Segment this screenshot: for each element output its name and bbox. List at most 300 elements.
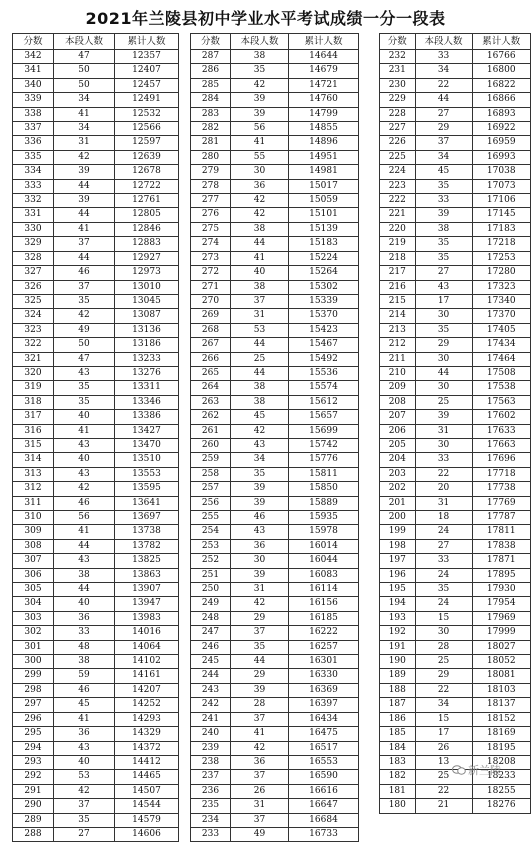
table-row bbox=[380, 727, 531, 741]
cumulative-count-cell: 18208 bbox=[472, 755, 531, 769]
cumulative-count-cell: 16517 bbox=[289, 741, 359, 755]
score-cell: 217 bbox=[380, 266, 416, 280]
segment-count-cell: 37 bbox=[54, 237, 115, 251]
score-cell: 253 bbox=[191, 539, 231, 553]
score-cell: 297 bbox=[13, 698, 54, 712]
score-cell: 195 bbox=[380, 583, 416, 597]
segment-count-cell: 38 bbox=[231, 381, 289, 395]
cumulative-count-cell: 17145 bbox=[472, 208, 531, 222]
segment-count-cell: 37 bbox=[231, 626, 289, 640]
table-row bbox=[13, 597, 179, 611]
segment-count-cell: 29 bbox=[415, 338, 472, 352]
score-cell: 268 bbox=[191, 323, 231, 337]
cumulative-count-cell: 13947 bbox=[115, 597, 179, 611]
score-cell: 327 bbox=[13, 266, 54, 280]
table-row bbox=[380, 179, 531, 193]
table-row bbox=[380, 107, 531, 121]
cumulative-count-cell: 15264 bbox=[289, 266, 359, 280]
cumulative-count-cell: 12973 bbox=[115, 266, 179, 280]
score-cell: 329 bbox=[13, 237, 54, 251]
table-row bbox=[380, 640, 531, 654]
score-cell: 314 bbox=[13, 453, 54, 467]
table-row bbox=[13, 525, 179, 539]
score-cell: 312 bbox=[13, 482, 54, 496]
cumulative-count-cell: 17183 bbox=[472, 222, 531, 236]
cumulative-count-cell: 14951 bbox=[289, 150, 359, 164]
cumulative-count-cell: 17663 bbox=[472, 438, 531, 452]
cumulative-count-cell: 17405 bbox=[472, 323, 531, 337]
table-row bbox=[13, 294, 179, 308]
table-row bbox=[191, 309, 359, 323]
score-cell: 261 bbox=[191, 424, 231, 438]
cumulative-count-cell: 14760 bbox=[289, 93, 359, 107]
segment-count-cell: 34 bbox=[231, 453, 289, 467]
segment-count-cell: 22 bbox=[415, 78, 472, 92]
table-row bbox=[13, 50, 179, 64]
score-cell: 273 bbox=[191, 251, 231, 265]
segment-count-cell: 44 bbox=[231, 655, 289, 669]
score-cell: 270 bbox=[191, 294, 231, 308]
segment-count-cell: 36 bbox=[231, 539, 289, 553]
segment-count-cell: 37 bbox=[54, 799, 115, 813]
cumulative-count-cell: 16766 bbox=[472, 50, 531, 64]
score-cell: 276 bbox=[191, 208, 231, 222]
table-row bbox=[191, 511, 359, 525]
score-cell: 244 bbox=[191, 669, 231, 683]
table-row bbox=[13, 381, 179, 395]
cumulative-count-cell: 15423 bbox=[289, 323, 359, 337]
segment-count-cell: 30 bbox=[415, 438, 472, 452]
table-row bbox=[380, 799, 531, 813]
cumulative-count-cell: 15370 bbox=[289, 309, 359, 323]
score-cell: 300 bbox=[13, 655, 54, 669]
segment-count-cell: 41 bbox=[54, 424, 115, 438]
cumulative-count-cell: 14544 bbox=[115, 799, 179, 813]
cumulative-count-cell: 14064 bbox=[115, 640, 179, 654]
table-row bbox=[191, 381, 359, 395]
table-body bbox=[13, 50, 179, 842]
segment-count-cell: 30 bbox=[231, 554, 289, 568]
table-row bbox=[191, 698, 359, 712]
cumulative-count-cell: 16475 bbox=[289, 727, 359, 741]
table-row bbox=[191, 395, 359, 409]
score-cell: 266 bbox=[191, 352, 231, 366]
segment-count-cell: 44 bbox=[54, 539, 115, 553]
table-row bbox=[380, 554, 531, 568]
score-cell: 215 bbox=[380, 294, 416, 308]
table-row bbox=[13, 352, 179, 366]
cumulative-count-cell: 16553 bbox=[289, 755, 359, 769]
segment-count-cell: 40 bbox=[54, 410, 115, 424]
cumulative-count-cell: 16866 bbox=[472, 93, 531, 107]
segment-count-cell: 46 bbox=[54, 266, 115, 280]
segment-count-cell: 35 bbox=[415, 251, 472, 265]
cumulative-count-cell: 17838 bbox=[472, 539, 531, 553]
table-row bbox=[191, 179, 359, 193]
score-cell: 204 bbox=[380, 453, 416, 467]
score-cell: 299 bbox=[13, 669, 54, 683]
segment-count-cell: 33 bbox=[54, 626, 115, 640]
segment-count-cell: 42 bbox=[231, 194, 289, 208]
score-cell: 194 bbox=[380, 597, 416, 611]
segment-count-cell: 43 bbox=[54, 467, 115, 481]
table-row bbox=[191, 438, 359, 452]
score-cell: 188 bbox=[380, 683, 416, 697]
score-cell: 337 bbox=[13, 122, 54, 136]
cumulative-count-cell: 17434 bbox=[472, 338, 531, 352]
segment-count-cell: 34 bbox=[415, 64, 472, 78]
cumulative-count-cell: 13641 bbox=[115, 496, 179, 510]
score-cell: 228 bbox=[380, 107, 416, 121]
header-score: 分数 bbox=[380, 34, 416, 50]
segment-count-cell: 53 bbox=[231, 323, 289, 337]
cumulative-count-cell: 15811 bbox=[289, 467, 359, 481]
table-row bbox=[191, 799, 359, 813]
score-cell: 269 bbox=[191, 309, 231, 323]
segment-count-cell: 37 bbox=[54, 280, 115, 294]
score-cell: 191 bbox=[380, 640, 416, 654]
segment-count-cell: 38 bbox=[54, 568, 115, 582]
table-row bbox=[13, 669, 179, 683]
score-cell: 298 bbox=[13, 683, 54, 697]
table-row bbox=[13, 208, 179, 222]
score-cell: 342 bbox=[13, 50, 54, 64]
table-row bbox=[380, 222, 531, 236]
cumulative-count-cell: 12491 bbox=[115, 93, 179, 107]
score-cell: 288 bbox=[13, 827, 54, 841]
score-cell: 190 bbox=[380, 655, 416, 669]
segment-count-cell: 45 bbox=[415, 165, 472, 179]
score-cell: 214 bbox=[380, 309, 416, 323]
segment-count-cell: 42 bbox=[231, 597, 289, 611]
score-cell: 304 bbox=[13, 597, 54, 611]
cumulative-count-cell: 15978 bbox=[289, 525, 359, 539]
table-row bbox=[191, 539, 359, 553]
cumulative-count-cell: 15574 bbox=[289, 381, 359, 395]
table-row bbox=[191, 194, 359, 208]
table-row bbox=[13, 237, 179, 251]
segment-count-cell: 25 bbox=[415, 770, 472, 784]
table-row bbox=[191, 741, 359, 755]
cumulative-count-cell: 16301 bbox=[289, 655, 359, 669]
table-row bbox=[191, 424, 359, 438]
cumulative-count-cell: 16893 bbox=[472, 107, 531, 121]
cumulative-count-cell: 18027 bbox=[472, 640, 531, 654]
segment-count-cell: 39 bbox=[231, 93, 289, 107]
cumulative-count-cell: 15492 bbox=[289, 352, 359, 366]
cumulative-count-cell: 16257 bbox=[289, 640, 359, 654]
segment-count-cell: 46 bbox=[54, 683, 115, 697]
score-cell: 333 bbox=[13, 179, 54, 193]
segment-count-cell: 40 bbox=[54, 597, 115, 611]
cumulative-count-cell: 14372 bbox=[115, 741, 179, 755]
segment-count-cell: 47 bbox=[54, 50, 115, 64]
score-cell: 234 bbox=[191, 813, 231, 827]
cumulative-count-cell: 14252 bbox=[115, 698, 179, 712]
header-row bbox=[13, 34, 179, 50]
segment-count-cell: 49 bbox=[231, 827, 289, 841]
table-row bbox=[191, 323, 359, 337]
cumulative-count-cell: 15536 bbox=[289, 366, 359, 380]
segment-count-cell: 22 bbox=[415, 784, 472, 798]
header-score: 分数 bbox=[191, 34, 231, 50]
table-row bbox=[13, 640, 179, 654]
cumulative-count-cell: 14981 bbox=[289, 165, 359, 179]
cumulative-count-cell: 15776 bbox=[289, 453, 359, 467]
table-row bbox=[380, 655, 531, 669]
score-cell: 330 bbox=[13, 222, 54, 236]
table-row bbox=[191, 366, 359, 380]
cumulative-count-cell: 16185 bbox=[289, 611, 359, 625]
cumulative-count-cell: 13907 bbox=[115, 583, 179, 597]
table-row bbox=[191, 554, 359, 568]
segment-count-cell: 36 bbox=[231, 755, 289, 769]
segment-count-cell: 18 bbox=[415, 511, 472, 525]
table-row bbox=[380, 395, 531, 409]
score-cell: 290 bbox=[13, 799, 54, 813]
table-row bbox=[380, 539, 531, 553]
score-cell: 340 bbox=[13, 78, 54, 92]
score-cell: 289 bbox=[13, 813, 54, 827]
segment-count-cell: 44 bbox=[54, 583, 115, 597]
score-cell: 296 bbox=[13, 712, 54, 726]
table-row bbox=[191, 208, 359, 222]
score-cell: 255 bbox=[191, 511, 231, 525]
table-row bbox=[380, 424, 531, 438]
cumulative-count-cell: 13595 bbox=[115, 482, 179, 496]
score-cell: 219 bbox=[380, 237, 416, 251]
score-cell: 324 bbox=[13, 309, 54, 323]
cumulative-count-cell: 15059 bbox=[289, 194, 359, 208]
table-row bbox=[380, 165, 531, 179]
cumulative-count-cell: 17738 bbox=[472, 482, 531, 496]
table-row bbox=[191, 827, 359, 841]
cumulative-count-cell: 13738 bbox=[115, 525, 179, 539]
score-table-3 bbox=[379, 33, 531, 814]
segment-count-cell: 37 bbox=[231, 770, 289, 784]
table-row bbox=[191, 107, 359, 121]
cumulative-count-cell: 17508 bbox=[472, 366, 531, 380]
segment-count-cell: 31 bbox=[54, 136, 115, 150]
table-row bbox=[380, 410, 531, 424]
score-cell: 256 bbox=[191, 496, 231, 510]
segment-count-cell: 24 bbox=[415, 568, 472, 582]
score-cell: 226 bbox=[380, 136, 416, 150]
segment-count-cell: 44 bbox=[415, 366, 472, 380]
score-cell: 252 bbox=[191, 554, 231, 568]
score-cell: 250 bbox=[191, 583, 231, 597]
cumulative-count-cell: 16733 bbox=[289, 827, 359, 841]
score-cell: 182 bbox=[380, 770, 416, 784]
segment-count-cell: 27 bbox=[54, 827, 115, 841]
table-row bbox=[191, 626, 359, 640]
segment-count-cell: 38 bbox=[231, 222, 289, 236]
table-row bbox=[13, 813, 179, 827]
segment-count-cell: 29 bbox=[415, 669, 472, 683]
score-cell: 336 bbox=[13, 136, 54, 150]
table-row bbox=[380, 712, 531, 726]
cumulative-count-cell: 15101 bbox=[289, 208, 359, 222]
score-cell: 229 bbox=[380, 93, 416, 107]
cumulative-count-cell: 16369 bbox=[289, 683, 359, 697]
cumulative-count-cell: 13346 bbox=[115, 395, 179, 409]
table-row bbox=[380, 381, 531, 395]
segment-count-cell: 33 bbox=[415, 50, 472, 64]
table-row bbox=[191, 64, 359, 78]
table-row bbox=[13, 496, 179, 510]
header-score: 分数 bbox=[13, 34, 54, 50]
segment-count-cell: 31 bbox=[231, 309, 289, 323]
table-body bbox=[380, 50, 531, 814]
score-cell: 231 bbox=[380, 64, 416, 78]
header-segment-count: 本段人数 bbox=[231, 34, 289, 50]
cumulative-count-cell: 17871 bbox=[472, 554, 531, 568]
table-row bbox=[191, 78, 359, 92]
segment-count-cell: 35 bbox=[415, 583, 472, 597]
cumulative-count-cell: 16156 bbox=[289, 597, 359, 611]
table-row bbox=[380, 64, 531, 78]
score-cell: 202 bbox=[380, 482, 416, 496]
score-cell: 278 bbox=[191, 179, 231, 193]
segment-count-cell: 42 bbox=[54, 784, 115, 798]
table-row bbox=[13, 799, 179, 813]
table-row bbox=[191, 770, 359, 784]
cumulative-count-cell: 17464 bbox=[472, 352, 531, 366]
cumulative-count-cell: 17340 bbox=[472, 294, 531, 308]
cumulative-count-cell: 15699 bbox=[289, 424, 359, 438]
segment-count-cell: 22 bbox=[415, 467, 472, 481]
cumulative-count-cell: 13010 bbox=[115, 280, 179, 294]
score-cell: 281 bbox=[191, 136, 231, 150]
cumulative-count-cell: 13427 bbox=[115, 424, 179, 438]
table-row bbox=[13, 366, 179, 380]
segment-count-cell: 35 bbox=[54, 395, 115, 409]
cumulative-count-cell: 17718 bbox=[472, 467, 531, 481]
cumulative-count-cell: 12761 bbox=[115, 194, 179, 208]
score-cell: 271 bbox=[191, 280, 231, 294]
cumulative-count-cell: 16114 bbox=[289, 583, 359, 597]
cumulative-count-cell: 13510 bbox=[115, 453, 179, 467]
segment-count-cell: 35 bbox=[231, 640, 289, 654]
score-cell: 251 bbox=[191, 568, 231, 582]
cumulative-count-cell: 15850 bbox=[289, 482, 359, 496]
segment-count-cell: 29 bbox=[415, 122, 472, 136]
score-cell: 184 bbox=[380, 741, 416, 755]
table-row bbox=[380, 309, 531, 323]
table-row bbox=[380, 597, 531, 611]
table-row bbox=[380, 194, 531, 208]
cumulative-count-cell: 15657 bbox=[289, 410, 359, 424]
table-row bbox=[380, 698, 531, 712]
segment-count-cell: 44 bbox=[54, 208, 115, 222]
score-cell: 201 bbox=[380, 496, 416, 510]
cumulative-count-cell: 16044 bbox=[289, 554, 359, 568]
cumulative-count-cell: 13233 bbox=[115, 352, 179, 366]
cumulative-count-cell: 14465 bbox=[115, 770, 179, 784]
cumulative-count-cell: 17370 bbox=[472, 309, 531, 323]
cumulative-count-cell: 18233 bbox=[472, 770, 531, 784]
cumulative-count-cell: 12566 bbox=[115, 122, 179, 136]
header-cumulative-count: 累计人数 bbox=[289, 34, 359, 50]
cumulative-count-cell: 13553 bbox=[115, 467, 179, 481]
table-row bbox=[380, 741, 531, 755]
cumulative-count-cell: 16590 bbox=[289, 770, 359, 784]
table-row bbox=[13, 683, 179, 697]
table-row bbox=[13, 122, 179, 136]
table-row bbox=[380, 438, 531, 452]
score-cell: 207 bbox=[380, 410, 416, 424]
score-cell: 303 bbox=[13, 611, 54, 625]
segment-count-cell: 29 bbox=[231, 611, 289, 625]
score-cell: 216 bbox=[380, 280, 416, 294]
cumulative-count-cell: 15017 bbox=[289, 179, 359, 193]
segment-count-cell: 42 bbox=[231, 741, 289, 755]
table-row bbox=[13, 611, 179, 625]
score-cell: 193 bbox=[380, 611, 416, 625]
cumulative-count-cell: 17106 bbox=[472, 194, 531, 208]
segment-count-cell: 33 bbox=[415, 554, 472, 568]
segment-count-cell: 37 bbox=[415, 136, 472, 150]
score-cell: 254 bbox=[191, 525, 231, 539]
segment-count-cell: 22 bbox=[415, 683, 472, 697]
score-cell: 317 bbox=[13, 410, 54, 424]
score-cell: 263 bbox=[191, 395, 231, 409]
cumulative-count-cell: 14679 bbox=[289, 64, 359, 78]
segment-count-cell: 36 bbox=[231, 179, 289, 193]
cumulative-count-cell: 16014 bbox=[289, 539, 359, 553]
score-cell: 313 bbox=[13, 467, 54, 481]
score-cell: 283 bbox=[191, 107, 231, 121]
cumulative-count-cell: 12457 bbox=[115, 78, 179, 92]
segment-count-cell: 25 bbox=[231, 352, 289, 366]
segment-count-cell: 42 bbox=[231, 78, 289, 92]
score-cell: 236 bbox=[191, 784, 231, 798]
score-cell: 301 bbox=[13, 640, 54, 654]
table-row bbox=[380, 784, 531, 798]
table-row bbox=[380, 467, 531, 481]
table-row bbox=[380, 482, 531, 496]
table-row bbox=[13, 107, 179, 121]
segment-count-cell: 36 bbox=[54, 611, 115, 625]
cumulative-count-cell: 13045 bbox=[115, 294, 179, 308]
table-row bbox=[380, 136, 531, 150]
score-cell: 211 bbox=[380, 352, 416, 366]
score-cell: 339 bbox=[13, 93, 54, 107]
cumulative-count-cell: 12927 bbox=[115, 251, 179, 265]
segment-count-cell: 38 bbox=[54, 655, 115, 669]
segment-count-cell: 35 bbox=[54, 294, 115, 308]
cumulative-count-cell: 17253 bbox=[472, 251, 531, 265]
cumulative-count-cell: 16434 bbox=[289, 712, 359, 726]
segment-count-cell: 25 bbox=[415, 395, 472, 409]
table-row bbox=[191, 597, 359, 611]
cumulative-count-cell: 14606 bbox=[115, 827, 179, 841]
segment-count-cell: 17 bbox=[415, 294, 472, 308]
score-cell: 210 bbox=[380, 366, 416, 380]
cumulative-count-cell: 18081 bbox=[472, 669, 531, 683]
cumulative-count-cell: 15742 bbox=[289, 438, 359, 452]
score-cell: 196 bbox=[380, 568, 416, 582]
score-cell: 258 bbox=[191, 467, 231, 481]
table-row bbox=[13, 741, 179, 755]
score-cell: 237 bbox=[191, 770, 231, 784]
score-cell: 235 bbox=[191, 799, 231, 813]
cumulative-count-cell: 16959 bbox=[472, 136, 531, 150]
segment-count-cell: 26 bbox=[415, 741, 472, 755]
cumulative-count-cell: 17787 bbox=[472, 511, 531, 525]
segment-count-cell: 39 bbox=[415, 410, 472, 424]
score-cell: 275 bbox=[191, 222, 231, 236]
